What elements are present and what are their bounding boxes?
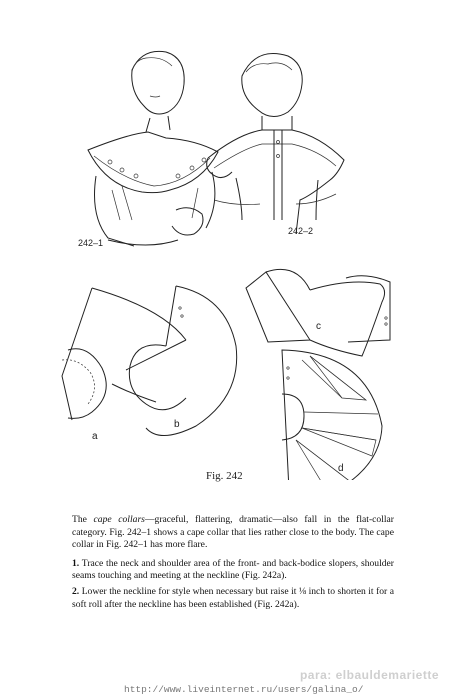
step-2: 2. Lower the neckline for style when necessary but raise it ⅛ inch to shorten it for a soft roll after the neckline has been established (Fig. 242a). xyxy=(72,585,394,610)
step-1: 1. Trace the neck and shoulder area of the front- and back-bodice slopers, shoulder seams touching and meeting at the neckline (Fig. 242a). xyxy=(72,557,394,582)
figure-d-letter: d xyxy=(338,463,344,474)
figure-a-letter: a xyxy=(92,431,98,442)
figure-242-2-drawing xyxy=(207,54,344,235)
watermark: para: elbauldemariette xyxy=(299,668,439,682)
footer-url: http://www.liveinternet.ru/users/galina_o/ xyxy=(124,684,364,695)
figure-d-drawing xyxy=(282,350,382,480)
figure-b-letter: b xyxy=(174,419,180,430)
figure-caption: Fig. 242 xyxy=(206,470,243,482)
figure-242-2-label: 242–2 xyxy=(288,226,314,236)
paragraph-intro: The cape collars—graceful, flattering, dramatic—also fall in the flat-collar category. Fig. 242–1 shows a cape collar that lies rather close to the body. The cape collar in Fig. 242–1 has more flare. xyxy=(72,514,394,551)
emphasis-cape-collars: cape collars xyxy=(93,514,145,525)
figure-b-drawing xyxy=(112,286,237,436)
figure-242-1-label: 242–1 xyxy=(78,238,104,248)
body-text xyxy=(72,514,394,614)
figure-a-drawing xyxy=(62,288,186,420)
figure-c-letter: c xyxy=(316,321,321,332)
figure-c-drawing xyxy=(246,269,390,356)
figure-242-1-drawing xyxy=(88,51,218,246)
